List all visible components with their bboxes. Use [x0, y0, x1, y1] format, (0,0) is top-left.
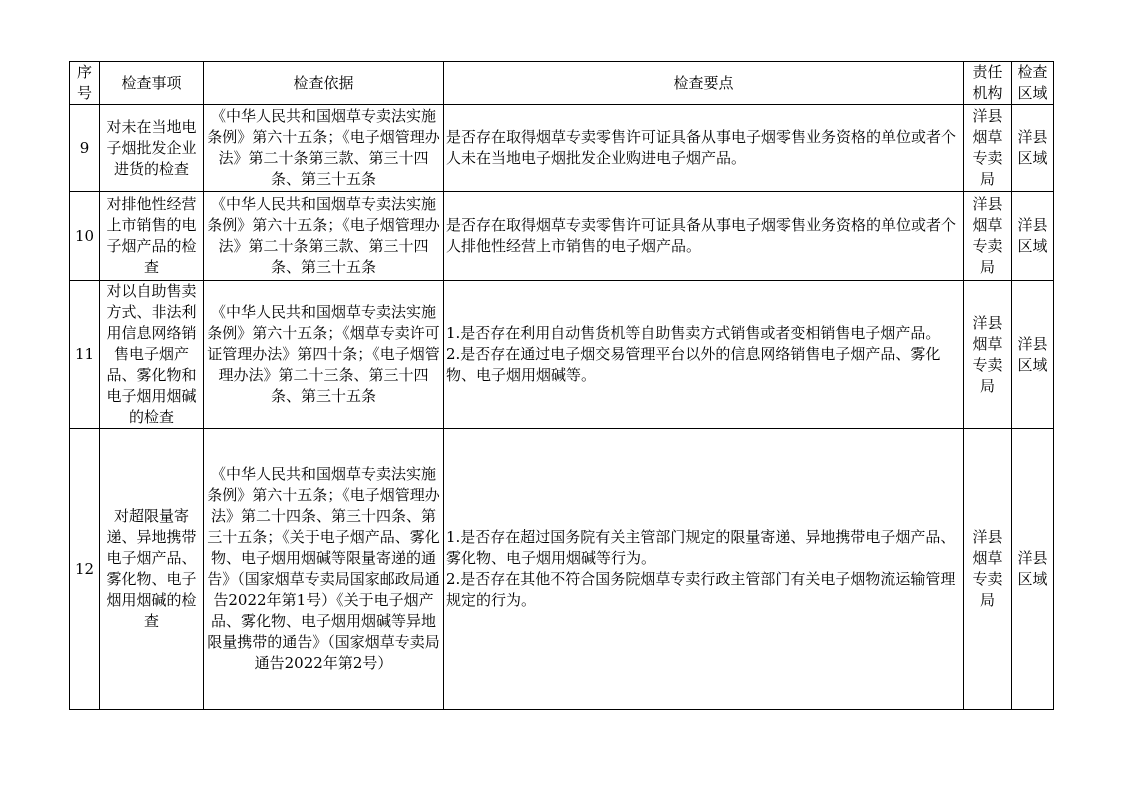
header-agency: 责任机构 [964, 62, 1012, 105]
row-points [444, 281, 964, 429]
row-agency: 洋县烟草专卖局 [964, 429, 1012, 710]
row-points [444, 429, 964, 710]
point-text: 1.是否存在利用自动售货机等自助售卖方式销售或者变相销售电子烟产品。 [446, 324, 941, 342]
row-basis: 《中华人民共和国烟草专卖法实施条例》第六十五条；《烟草专卖许可证管理办法》第四十条；《电子烟管理办法》第二十三条、第三十四条、第三十五条 [204, 281, 444, 429]
header-item: 检查事项 [100, 62, 204, 105]
header-row [70, 62, 1054, 105]
row-agency: 洋县烟草专卖局 [964, 105, 1012, 192]
header-points: 检查要点 [444, 62, 964, 105]
row-region: 洋县区域 [1012, 429, 1054, 710]
point-text: 2.是否存在通过电子烟交易管理平台以外的信息网络销售电子烟产品、雾化物、电子烟用烟碱等。 [446, 345, 941, 384]
point-text: 1.是否存在超过国务院有关主管部门规定的限量寄递、异地携带电子烟产品、雾化物、电子烟用烟碱等行为。 [446, 528, 956, 567]
row-region: 洋县区域 [1012, 105, 1054, 192]
row-region: 洋县区域 [1012, 192, 1054, 281]
header-basis: 检查依据 [204, 62, 444, 105]
row-seq: 9 [70, 105, 100, 192]
row-points [444, 192, 964, 281]
row-item: 对未在当地电子烟批发企业进货的检查 [100, 105, 204, 192]
row-agency: 洋县烟草专卖局 [964, 192, 1012, 281]
table-row [70, 105, 1054, 192]
table-row [70, 192, 1054, 281]
inspection-table [69, 61, 1054, 710]
row-basis: 《中华人民共和国烟草专卖法实施条例》第六十五条；《电子烟管理办法》第二十四条、第三十四条、第三十五条；《关于电子烟产品、雾化物、电子烟用烟碱等限量寄递的通告》（国家烟草专卖局国家邮政局通告2022年第1号）《关于电子烟产品、雾化物、电子烟用烟碱等异地限量携带的通告》（国家烟草专卖局通告2022年第2号） [204, 429, 444, 710]
row-seq: 11 [70, 281, 100, 429]
row-item: 对排他性经营上市销售的电子烟产品的检查 [100, 192, 204, 281]
row-item: 对以自助售卖方式、非法利用信息网络销售电子烟产品、雾化物和电子烟用烟碱的检查 [100, 281, 204, 429]
header-seq: 序号 [70, 62, 100, 105]
row-basis: 《中华人民共和国烟草专卖法实施条例》第六十五条；《电子烟管理办法》第二十条第三款、第三十四条、第三十五条 [204, 192, 444, 281]
row-agency: 洋县烟草专卖局 [964, 281, 1012, 429]
point-text: 是否存在取得烟草专卖零售许可证具备从事电子烟零售业务资格的单位或者个人排他性经营上市销售的电子烟产品。 [446, 216, 957, 255]
table-row [70, 281, 1054, 429]
table-row [70, 429, 1054, 710]
row-basis: 《中华人民共和国烟草专卖法实施条例》第六十五条；《电子烟管理办法》第二十条第三款、第三十四条、第三十五条 [204, 105, 444, 192]
row-points [444, 105, 964, 192]
inspection-table-wrapper [69, 61, 1053, 710]
row-item: 对超限量寄递、异地携带电子烟产品、雾化物、电子烟用烟碱的检查 [100, 429, 204, 710]
header-region: 检查区域 [1012, 62, 1054, 105]
row-seq: 12 [70, 429, 100, 710]
point-text: 2.是否存在其他不符合国务院烟草专卖行政主管部门有关电子烟物流运输管理规定的行为。 [446, 570, 956, 609]
row-seq: 10 [70, 192, 100, 281]
point-text: 是否存在取得烟草专卖零售许可证具备从事电子烟零售业务资格的单位或者个人未在当地电子烟批发企业购进电子烟产品。 [446, 128, 957, 167]
row-region: 洋县区域 [1012, 281, 1054, 429]
